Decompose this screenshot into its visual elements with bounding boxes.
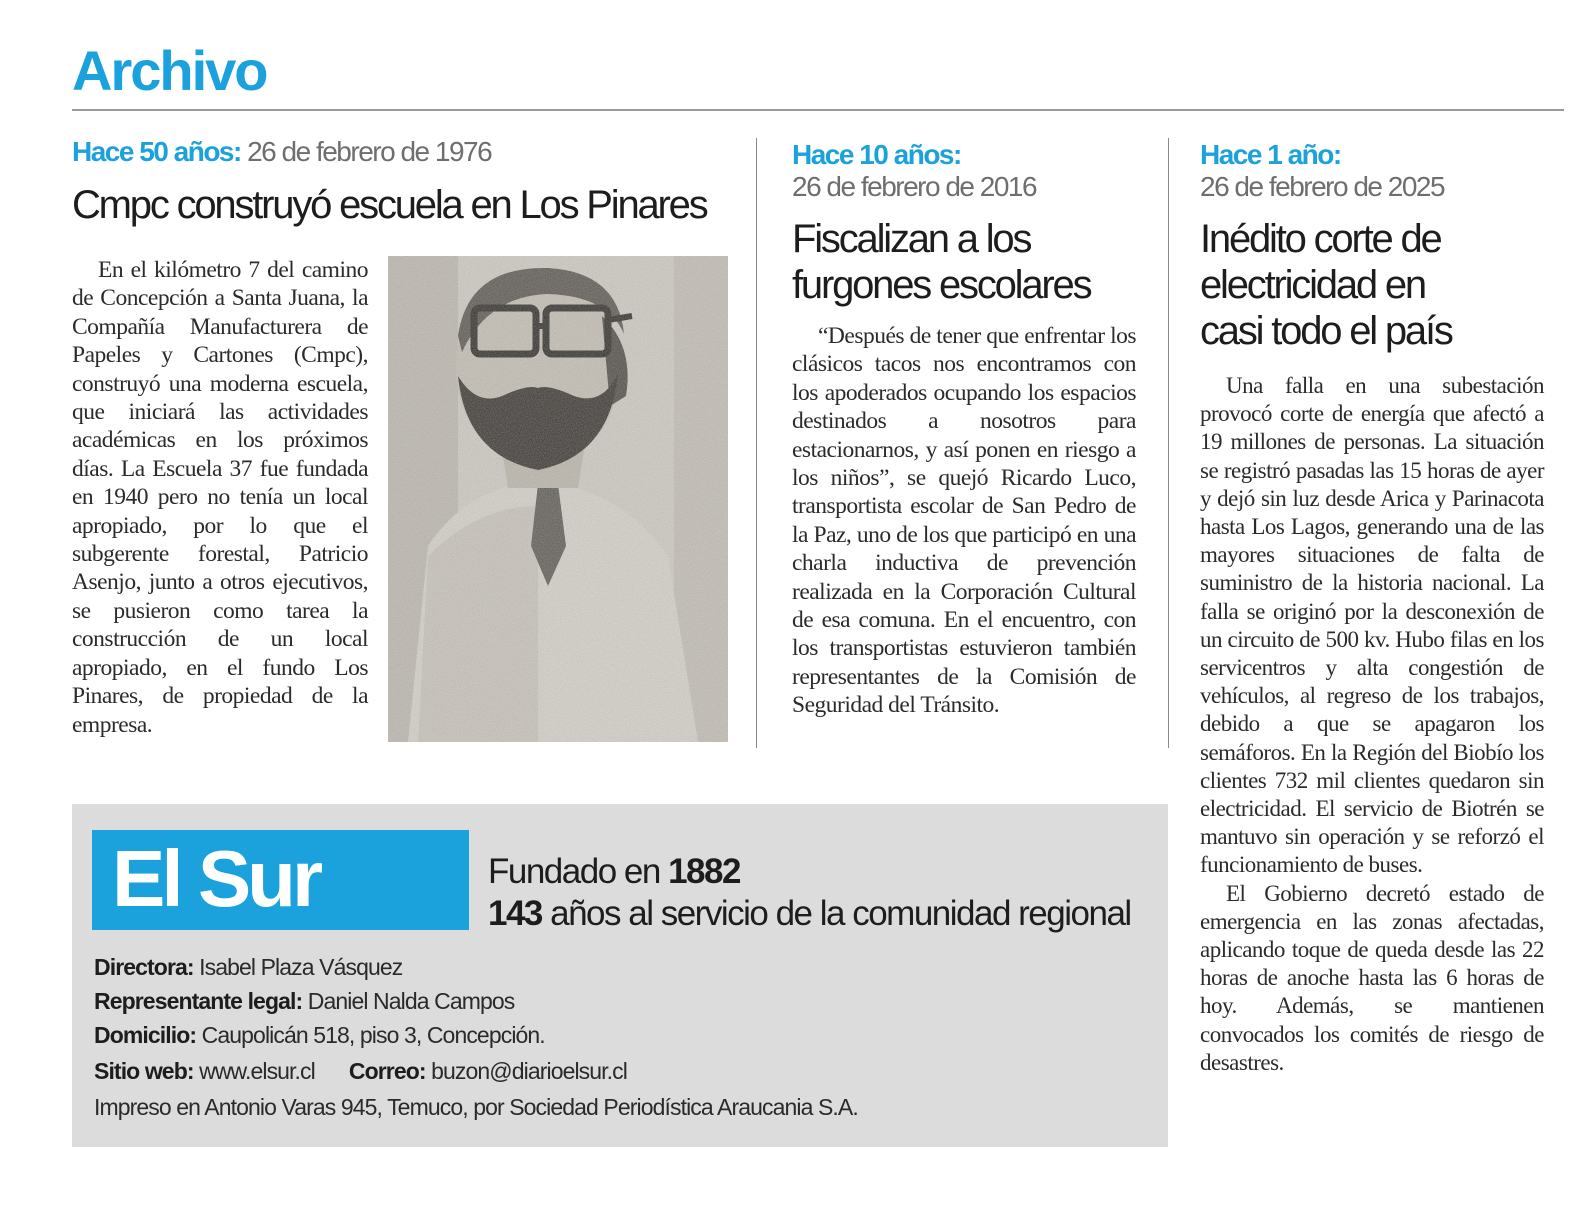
email-label: Correo:: [348, 1058, 426, 1084]
article-2-kicker-date: 26 de febrero de 2016: [792, 171, 1037, 202]
article-3-kicker-date: 26 de febrero de 2025: [1200, 171, 1445, 202]
address-value: Caupolicán 518, piso 3, Concepción.: [196, 1022, 545, 1048]
masthead-box: [72, 804, 1168, 1147]
article-1-kicker: [72, 135, 491, 169]
legal-rep-line: [94, 986, 514, 1016]
article-2-paragraph: “Después de tener que enfrentar los clásicos tacos nos encontramos con los apoderados ocupando los espacios destinados a nosotros para estacionarnos, y así ponen en riesgo a los niños”, se quejó Ricardo Luco, transportista escolar de San Pedro de la Paz, uno de los que participó en una charla inductiva de prevención realizada en la Corporación Cultural de esa comuna. En el encuentro, con los transportistas estuvieron también representantes de la Comisión de Seguridad del Tránsito.: [792, 323, 1136, 719]
director-value: Isabel Plaza Vásquez: [193, 954, 403, 980]
article-3-paragraph-1: Una falla en una subestación provocó corte de energía que afectó a 19 millones de personas. La situación se registró pasadas las 15 horas de ayer y dejó sin luz desde Arica y Parinacota hasta Los Lagos, generando una de las mayores situaciones de falta de suministro de la historia nacional. La falla se originó por la desconexión de un circuito de 500 kv. Hubo filas en los servicentros y alta congestión de vehículos, al regreso de los trabajos, debido a que se apagaron los semáforos. En la Región del Biobío los clientes 732 mil clientes quedaron sin electricidad. El servicio de Biotrén se mantuvo sin operación y se reforzó el funcionamiento de buses.: [1200, 373, 1544, 878]
article-1-kicker-lead: Hace 50 años:: [72, 136, 241, 167]
years-count: 143: [488, 894, 542, 933]
article-1-kicker-date: 26 de febrero de 1976: [240, 136, 492, 167]
address-label: Domicilio:: [94, 1022, 197, 1048]
email-link[interactable]: buzon@diarioelsur.cl: [425, 1058, 627, 1084]
printed-line: Impreso en Antonio Varas 945, Temuco, por Sociedad Periodística Araucania S.A.: [94, 1094, 858, 1120]
article-2-kicker-lead: Hace 10 años:: [792, 139, 961, 170]
portrait-illustration: [388, 256, 728, 742]
founded-prefix: Fundado en: [488, 852, 669, 891]
article-1-headline: Cmpc construyó escuela en Los Pinares: [72, 183, 707, 227]
article-2-headline: Fiscalizan a los furgones escolares: [792, 217, 1091, 307]
legal-rep-value: Daniel Nalda Campos: [302, 988, 515, 1014]
years-suffix: años al servicio de la comunidad regional: [541, 894, 1131, 933]
founded-line: [488, 852, 740, 892]
column-separator: [1168, 138, 1169, 748]
address-line: [94, 1020, 545, 1050]
article-3-headline: Inédito corte de electricidad en casi todo el país: [1200, 217, 1452, 353]
article-1-paragraph: En el kilómetro 7 del camino de Concepción a Santa Juana, la Compañía Manufacturera de Papeles y Cartones (Cmpc), construyó una moderna escuela, que iniciará las actividades académicas en los próximos días. La Escuela 37 fue fundada en 1940 pero no tenía un local apropiado, por lo que el subgerente forestal, Patricio Asenjo, junto a otros ejecutivos, se pusieron como tarea la construcción de un local apropiado, en el fundo Los Pinares, de propiedad de la empresa.: [72, 257, 368, 738]
archive-photo: [388, 256, 728, 742]
article-2-body: [792, 322, 1136, 720]
years-line: [488, 894, 1131, 934]
director-line: [94, 952, 402, 982]
website-label: Sitio web:: [94, 1058, 194, 1084]
column-separator: [756, 138, 757, 748]
newspaper-logo: [92, 830, 469, 930]
website-link[interactable]: www.elsur.cl: [193, 1058, 315, 1084]
article-3-paragraph-2: El Gobierno decretó estado de emergencia en las zonas afectadas, aplicando toque de queda desde las 22 horas de anoche hasta las 6 horas de hoy. Además, se mantienen convocados los comités de riesgo de desastres.: [1200, 880, 1544, 1075]
newspaper-logo-text: El Sur: [112, 834, 320, 923]
legal-rep-label: Representante legal:: [94, 988, 303, 1014]
header-rule: [72, 109, 1564, 111]
director-label: Directora:: [94, 954, 194, 980]
article-3-kicker-lead: Hace 1 año:: [1200, 139, 1341, 170]
contact-line: [94, 1056, 627, 1086]
founded-year: 1882: [668, 852, 740, 891]
section-title: Archivo: [72, 39, 267, 102]
article-1-body: [72, 256, 368, 739]
article-3-body: [1200, 372, 1544, 1077]
